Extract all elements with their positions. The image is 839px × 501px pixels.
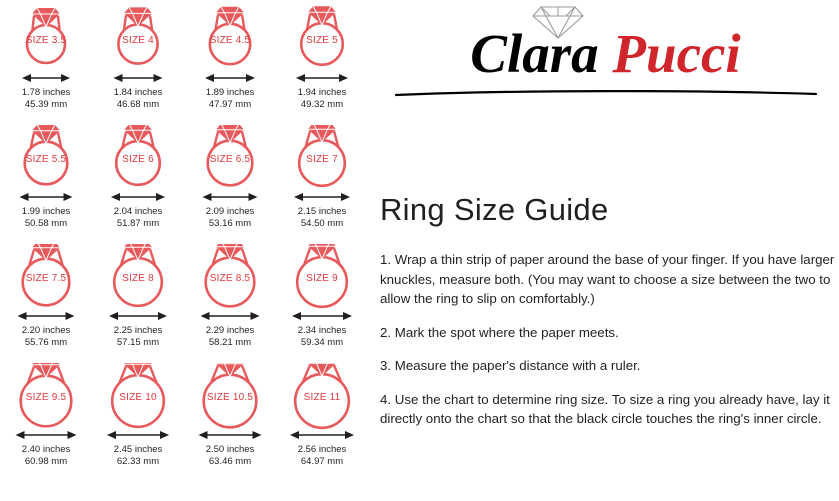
size-millimeters: 51.87 mm	[116, 217, 160, 229]
size-millimeters: 58.21 mm	[208, 336, 252, 348]
ring-illustration	[184, 361, 276, 433]
size-label: SIZE 8	[122, 273, 154, 284]
measurement-arrow-icon	[16, 430, 77, 440]
ring-illustration	[276, 4, 368, 76]
ring-illustration	[0, 4, 92, 76]
ring-size-cell	[0, 361, 92, 480]
size-measurement	[184, 325, 276, 348]
instruction-step: 4. Use the chart to determine ring size. To size a ring you already have, lay it directly onto the chart so that the black circle touches the ring's inner circle.	[380, 391, 830, 426]
size-millimeters: 57.15 mm	[116, 336, 160, 348]
size-measurement	[92, 444, 184, 467]
ring-size-cell	[92, 361, 184, 480]
measurement-arrow-icon	[107, 430, 169, 440]
instruction-step: 1. Wrap a thin strip of paper around the base of your finger. If you have larger knuckles, measure both. (You may want to choose a size between the two to allow the ring to slip on comfortably.)	[380, 252, 835, 306]
ring-illustration	[0, 123, 92, 195]
ring-size-cell	[92, 123, 184, 242]
size-millimeters: 47.97 mm	[208, 98, 252, 110]
size-label: SIZE 11	[303, 392, 341, 403]
size-inches: 2.09 inches	[205, 206, 255, 217]
size-inches: 2.15 inches	[297, 206, 347, 217]
size-label: SIZE 5	[306, 35, 338, 46]
size-millimeters: 54.50 mm	[300, 217, 344, 229]
size-label: SIZE 3.5	[25, 35, 67, 46]
ring-size-cell	[0, 123, 92, 242]
size-measurement	[92, 206, 184, 229]
size-measurement	[92, 87, 184, 110]
size-inches: 2.34 inches	[297, 325, 347, 336]
ring-illustration	[92, 361, 184, 433]
size-millimeters: 45.39 mm	[24, 98, 68, 110]
measurement-arrow-icon	[201, 311, 260, 321]
measurement-arrow-icon	[22, 73, 70, 83]
measurement-arrow-icon	[109, 311, 167, 321]
size-measurement	[276, 87, 368, 110]
measurement-arrow-icon	[292, 311, 352, 321]
measurement-arrow-icon	[296, 73, 348, 83]
measurement-arrow-icon	[199, 430, 262, 440]
ring-size-cell	[276, 4, 368, 123]
brand-logo	[372, 4, 839, 104]
ring-illustration	[276, 123, 368, 195]
size-inches: 2.40 inches	[21, 444, 71, 455]
measurement-arrow-icon	[203, 192, 258, 202]
size-measurement	[276, 325, 368, 348]
ring-illustration	[0, 242, 92, 314]
size-measurement	[0, 87, 92, 110]
ring-size-chart	[0, 0, 368, 501]
size-inches: 1.99 inches	[21, 206, 71, 217]
size-inches: 2.29 inches	[205, 325, 255, 336]
ring-size-cell	[184, 123, 276, 242]
size-millimeters: 60.98 mm	[24, 455, 68, 467]
size-millimeters: 62.33 mm	[116, 455, 160, 467]
measurement-arrow-icon	[290, 430, 354, 440]
size-label: SIZE 7.5	[25, 273, 67, 284]
size-millimeters: 59.34 mm	[300, 336, 344, 348]
size-label: SIZE 6	[122, 154, 154, 165]
ring-size-cell	[92, 4, 184, 123]
brand-name-second: Pucci	[612, 23, 741, 84]
ring-size-cell	[276, 361, 368, 480]
size-measurement	[184, 87, 276, 110]
page-title: Ring Size Guide	[380, 192, 609, 227]
ring-illustration	[92, 242, 184, 314]
ring-size-cell	[184, 361, 276, 480]
measurement-arrow-icon	[18, 311, 75, 321]
ring-size-cell	[276, 242, 368, 361]
measurement-arrow-icon	[294, 192, 350, 202]
ring-illustration	[0, 361, 92, 433]
size-inches: 1.94 inches	[297, 87, 347, 98]
size-label: SIZE 5.5	[25, 154, 67, 165]
size-label: SIZE 9.5	[25, 392, 67, 403]
ring-size-cell	[184, 242, 276, 361]
size-label: SIZE 7	[306, 154, 338, 165]
size-label: SIZE 8.5	[209, 273, 251, 284]
right-column	[372, 0, 839, 501]
logo-underline	[394, 90, 818, 97]
size-measurement	[0, 444, 92, 467]
size-millimeters: 53.16 mm	[208, 217, 252, 229]
measurement-arrow-icon	[114, 73, 163, 83]
brand-name-first: Clara	[470, 23, 613, 84]
size-millimeters: 63.46 mm	[208, 455, 252, 467]
size-inches: 2.56 inches	[297, 444, 347, 455]
ring-illustration	[184, 4, 276, 76]
instruction-step: 3. Measure the paper's distance with a ruler.	[380, 358, 641, 373]
size-millimeters: 46.68 mm	[116, 98, 160, 110]
ring-illustration	[184, 123, 276, 195]
size-measurement	[184, 444, 276, 467]
ring-size-cell	[184, 4, 276, 123]
size-label: SIZE 9	[306, 273, 338, 284]
ring-illustration	[92, 4, 184, 76]
ring-size-cell	[276, 123, 368, 242]
size-inches: 2.45 inches	[113, 444, 163, 455]
ring-size-cell	[92, 242, 184, 361]
instructions-list	[380, 250, 835, 429]
measurement-arrow-icon	[111, 192, 165, 202]
size-measurement	[0, 325, 92, 348]
ring-illustration	[276, 361, 368, 433]
size-measurement	[184, 206, 276, 229]
size-inches: 2.25 inches	[113, 325, 163, 336]
size-inches: 2.20 inches	[21, 325, 71, 336]
size-inches: 1.89 inches	[205, 87, 255, 98]
ring-size-cell	[0, 4, 92, 123]
measurement-arrow-icon	[20, 192, 73, 202]
ring-illustration	[92, 123, 184, 195]
instruction-step: 2. Mark the spot where the paper meets.	[380, 324, 619, 340]
size-inches: 2.04 inches	[113, 206, 163, 217]
size-label: SIZE 6.5	[209, 154, 251, 165]
brand-name	[372, 22, 839, 85]
size-millimeters: 50.58 mm	[24, 217, 68, 229]
ring-size-cell	[0, 242, 92, 361]
size-measurement	[0, 206, 92, 229]
size-millimeters: 49.32 mm	[300, 98, 344, 110]
size-millimeters: 64.97 mm	[300, 455, 344, 467]
size-label: SIZE 4	[122, 35, 154, 46]
measurement-arrow-icon	[205, 73, 255, 83]
size-measurement	[276, 444, 368, 467]
ring-illustration	[276, 242, 368, 314]
size-inches: 2.50 inches	[205, 444, 255, 455]
size-label: SIZE 10	[119, 392, 157, 403]
size-inches: 1.84 inches	[113, 87, 163, 98]
ring-illustration	[184, 242, 276, 314]
size-label: SIZE 10.5	[206, 392, 254, 403]
size-measurement	[276, 206, 368, 229]
size-inches: 1.78 inches	[21, 87, 71, 98]
size-label: SIZE 4.5	[209, 35, 251, 46]
size-measurement	[92, 325, 184, 348]
size-millimeters: 55.76 mm	[24, 336, 68, 348]
